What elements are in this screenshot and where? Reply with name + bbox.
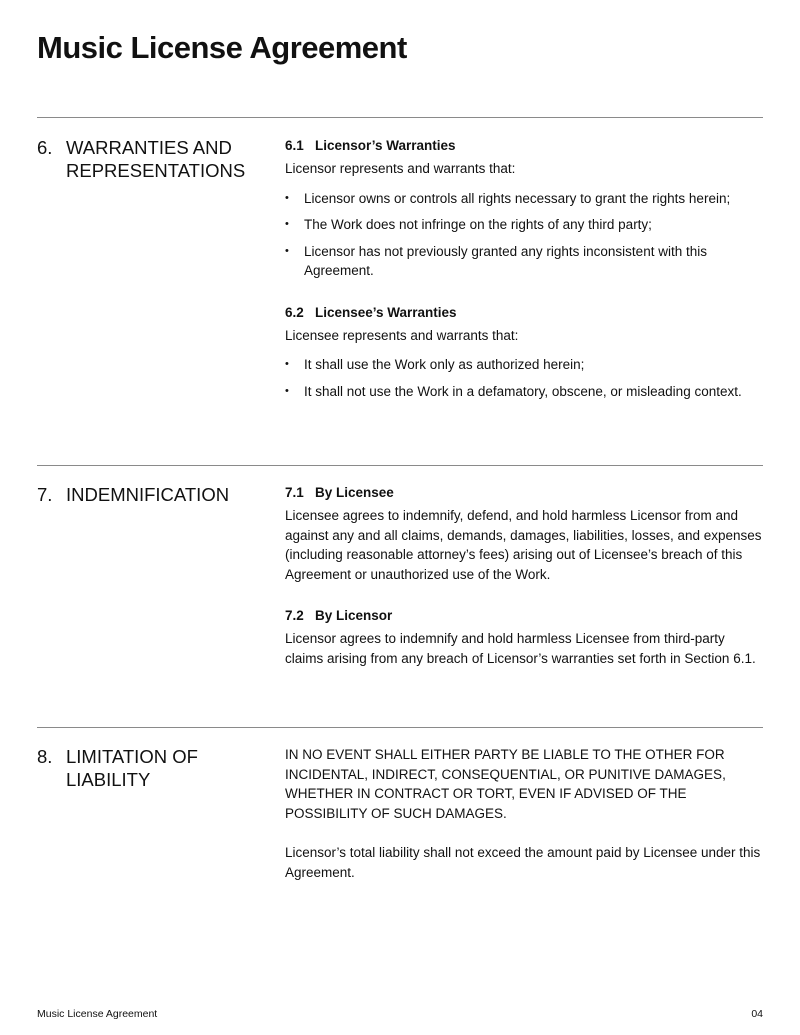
section-body [285,136,763,408]
section-divider [37,117,763,118]
section-number: 6. [37,137,53,158]
section-divider [37,727,763,728]
document-title: Music License Agreement [37,30,407,65]
section-title: LIMITATION OF LIABILITY [66,746,198,790]
subsection-number: 7.2 [285,608,304,623]
bullet-list [285,189,763,281]
bullet-icon: • [285,384,289,397]
list-item: • It shall use the Work only as authorized herein; [285,355,763,375]
subsection-heading [285,606,763,625]
section-body [285,745,763,882]
section-body [285,483,763,668]
subsection-heading [285,483,763,502]
subsection-6-2 [285,303,763,402]
section-title: WARRANTIES AND REPRESENTATIONS [66,137,246,181]
section-number: 8. [37,746,53,767]
subsection-number: 6.2 [285,304,304,320]
liability-paragraph: IN NO EVENT SHALL EITHER PARTY BE LIABLE TO THE OTHER FOR INCIDENTAL, INDIRECT, CONSEQUENTIAL, OR PUNITIVE DAMAGES, WHETHER IN CONTRACT OR TORT, EVEN IF ADVISED OF THE POSSIBILITY OF SUCH DAMAGES. [285,747,726,821]
subsection-heading [285,303,763,322]
subsection-title: By Licensor [315,608,393,623]
footer-document-title: Music License Agreement [37,1008,158,1020]
subsection-title: By Licensee [315,485,394,500]
subsection-title: Licensor’s Warranties [315,138,456,153]
bullet-icon: • [285,191,289,204]
section-title: INDEMNIFICATION [66,484,230,505]
subsection-text: Licensee agrees to indemnify, defend, and hold harmless Licensor from and against any and all claims, demands, damages, liabilities, losses, and expenses (including reasonable attorney’s fees) arising out of Licensee’s breach of this Agreement or unauthorized use of the Work. [285,508,762,582]
bullet-list [285,355,763,401]
subsection-intro: Licensor represents and warrants that: [285,161,516,176]
list-item: • Licensor has not previously granted any rights inconsistent with this Agreement. [285,243,707,278]
bullet-icon: • [285,358,289,370]
page-number: 04 [751,1008,763,1020]
bullet-icon: • [285,244,289,257]
section-divider [37,465,763,466]
section-number: 7. [37,484,53,505]
subsection-7-1 [285,483,763,584]
list-item: • It shall not use the Work in a defamatory, obscene, or misleading context. [285,382,763,402]
subsection-number: 7.1 [285,485,304,500]
subsection-6-1 [285,136,763,281]
subsection-title: Licensee’s Warranties [315,304,457,320]
bullet-icon: • [285,218,289,230]
subsection-7-2 [285,606,763,668]
subsection-number: 6.1 [285,138,304,153]
list-item: • The Work does not infringe on the rights of any third party; [285,215,763,235]
liability-paragraph: Licensor’s total liability shall not exceed the amount paid by Licensee under this Agreement. [285,845,761,880]
subsection-intro: Licensee represents and warrants that: [285,327,519,343]
list-item: • Licensor owns or controls all rights necessary to grant the rights herein; [285,189,763,209]
subsection-heading [285,136,763,155]
subsection-text: Licensor agrees to indemnify and hold harmless Licensee from third-party claims arising from any breach of Licensor’s warranties set forth in Section 6.1. [285,631,756,666]
